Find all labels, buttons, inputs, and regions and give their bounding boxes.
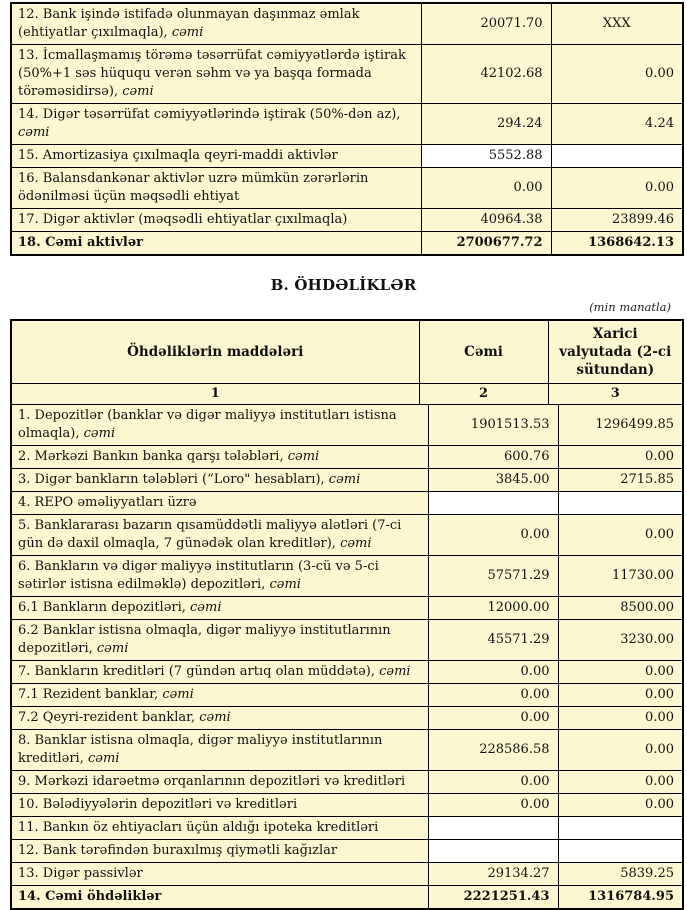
row-label-italic-suffix: cəmi [190, 600, 222, 615]
row-label-text: 8. Banklar istisna olmaqla, digər maliyyə institutlarının kreditləri, [18, 733, 383, 766]
table-row [11, 232, 683, 256]
row-label-italic-suffix: cəmi [328, 472, 361, 487]
row-label-text: 12. Bank işində istifadə olunmayan daşınmaz əmlak (ehtiyatlar çıxılmaqla), [18, 7, 360, 40]
foreign-currency-value-cell: 0.00 [551, 45, 683, 104]
foreign-currency-value-cell: 0.00 [558, 684, 683, 707]
total-value-cell: 3845.00 [428, 469, 558, 492]
liabilities-table-header [10, 319, 684, 406]
table-row [11, 145, 683, 168]
total-value-cell: 0.00 [428, 684, 558, 707]
total-value-cell: 12000.00 [428, 597, 558, 620]
foreign-currency-value-cell: 0.00 [558, 794, 683, 817]
row-label-cell [11, 886, 428, 910]
header-foreign-label: Xarici valyutada (2-ci sütundan) [548, 320, 683, 384]
total-value-cell: 294.24 [421, 104, 551, 145]
row-label-text: 9. Mərkəzi idarəetmə orqanlarının depozitləri və kreditləri [18, 774, 406, 789]
row-label-cell [11, 209, 421, 232]
foreign-currency-value-cell: 0.00 [558, 730, 683, 771]
row-label-cell [11, 45, 421, 104]
foreign-currency-value-cell [558, 840, 683, 863]
row-label-text: 14. Digər təsərrüfat cəmiyyətlərində iştirak (50%-dən az), [18, 107, 401, 122]
row-label-cell [11, 104, 421, 145]
row-label-italic-suffix: cəmi [340, 536, 372, 551]
foreign-currency-value-cell: 5839.25 [558, 863, 683, 886]
total-value-cell: 0.00 [428, 661, 558, 684]
row-label-text: 16. Balansdankənar aktivlər uzrə mümkün zərərlərin ödənilməsi üçün məqsədli ehtiyat [18, 171, 369, 204]
total-value-cell: 5552.88 [421, 145, 551, 168]
row-label-cell [11, 840, 428, 863]
row-label-text: 15. Amortizasiya çıxılmaqla qeyri-maddi aktivlər [18, 148, 338, 163]
header-items-label: Öhdəliklərin maddələri [11, 320, 419, 384]
row-label-italic-suffix: cəmi [87, 751, 120, 766]
total-value-cell: 57571.29 [428, 556, 558, 597]
table-row [11, 730, 683, 771]
liabilities-colnum-row [11, 384, 683, 406]
foreign-currency-value-cell: 1316784.95 [558, 886, 683, 910]
row-label-italic-suffix: cəmi [287, 449, 320, 464]
row-label-text: 12. Bank tərəfindən buraxılmış qiymətli kağızlar [18, 843, 338, 858]
table-row [11, 446, 683, 469]
table-row [11, 469, 683, 492]
row-label-italic-suffix: cəmi [379, 664, 411, 679]
foreign-currency-value-cell: 0.00 [558, 661, 683, 684]
row-label-cell [11, 707, 428, 730]
table-row [11, 817, 683, 840]
row-label-text: 6.2 Banklar istisna olmaqla, digər maliyyə institutlarının depozitləri, [18, 623, 391, 656]
row-label-cell [11, 446, 428, 469]
foreign-currency-value-cell: 4.24 [551, 104, 683, 145]
table-row [11, 168, 683, 209]
row-label-text: 5. Banklararası bazarın qısamüddətli maliyyə alətləri (7-ci gün də daxil olmaqla, 7 günədək olan kreditlər), [18, 518, 402, 551]
row-label-text: 7.2 Qeyri-rezident banklar, [18, 710, 200, 725]
total-value-cell: 228586.58 [428, 730, 558, 771]
total-value-cell: 29134.27 [428, 863, 558, 886]
foreign-currency-value-cell: 0.00 [551, 168, 683, 209]
row-label-text: 6.1 Bankların depozitləri, [18, 600, 191, 615]
row-label-cell [11, 771, 428, 794]
total-value-cell [428, 817, 558, 840]
row-label-italic-suffix: cəmi [269, 577, 301, 592]
foreign-currency-value-cell [558, 817, 683, 840]
row-label-cell [11, 556, 428, 597]
table-row [11, 840, 683, 863]
liabilities-header-row [11, 320, 683, 384]
table-row [11, 3, 683, 45]
table-row [11, 863, 683, 886]
total-value-cell [428, 492, 558, 515]
assets-table-body [11, 3, 683, 255]
table-row [11, 515, 683, 556]
table-row [11, 620, 683, 661]
row-label-cell [11, 817, 428, 840]
table-row [11, 771, 683, 794]
total-value-cell [428, 840, 558, 863]
colnum-3: 3 [548, 384, 683, 406]
row-label-italic-suffix: cəmi [171, 25, 204, 40]
row-label-cell [11, 863, 428, 886]
row-label-italic-suffix: cəmi [83, 426, 116, 441]
row-label-italic-suffix: cəmi [18, 125, 50, 140]
total-value-cell: 42102.68 [421, 45, 551, 104]
row-label-cell [11, 469, 428, 492]
table-row [11, 492, 683, 515]
unit-note: (min manatla) [589, 300, 671, 314]
foreign-currency-value-cell: 23899.46 [551, 209, 683, 232]
total-value-cell: 2700677.72 [421, 232, 551, 256]
foreign-currency-value-cell: 1296499.85 [558, 405, 683, 446]
row-label-cell [11, 794, 428, 817]
header-total-label: Cəmi [419, 320, 548, 384]
foreign-currency-value-cell: 2715.85 [558, 469, 683, 492]
row-label-cell [11, 597, 428, 620]
row-label-text: 3. Digər bankların tələbləri (“Loro" hesabları), [18, 472, 329, 487]
total-value-cell: 0.00 [428, 515, 558, 556]
foreign-currency-value-cell: 8500.00 [558, 597, 683, 620]
row-label-text: 4. REPO əməliyyatları üzrə [18, 495, 197, 510]
foreign-currency-value-cell: 0.00 [558, 771, 683, 794]
foreign-currency-value-cell: 0.00 [558, 515, 683, 556]
total-value-cell: 40964.38 [421, 209, 551, 232]
row-label-text: 7.1 Rezident banklar, [18, 687, 163, 702]
row-label-cell [11, 3, 421, 45]
foreign-currency-value-cell: 3230.00 [558, 620, 683, 661]
total-value-cell: 0.00 [421, 168, 551, 209]
row-label-cell [11, 515, 428, 556]
row-label-text: 7. Bankların kreditləri (7 gündən artıq olan müddətə), [18, 664, 380, 679]
section-b-title: B. ÖHDƏLİKLƏR [270, 276, 417, 294]
row-label-cell [11, 661, 428, 684]
row-label-text: 10. Bələdiyyələrin depozitləri və kreditləri [18, 797, 298, 812]
total-value-cell: 0.00 [428, 707, 558, 730]
foreign-currency-value-cell: 0.00 [558, 446, 683, 469]
total-value-cell: 600.76 [428, 446, 558, 469]
table-row [11, 556, 683, 597]
row-label-cell [11, 492, 428, 515]
table-row [11, 661, 683, 684]
table-row [11, 886, 683, 910]
colnum-2: 2 [419, 384, 548, 406]
row-label-cell [11, 405, 428, 446]
row-label-text: 1. Depozitlər (banklar və digər maliyyə institutları istisna olmaqla), [18, 408, 397, 441]
foreign-currency-value-cell [558, 492, 683, 515]
row-label-cell [11, 232, 421, 256]
total-value-cell: 0.00 [428, 771, 558, 794]
colnum-1: 1 [11, 384, 419, 406]
table-row [11, 597, 683, 620]
total-value-cell: 45571.29 [428, 620, 558, 661]
row-label-cell [11, 730, 428, 771]
row-label-text: 17. Digər aktivlər (məqsədli ehtiyatlar çıxılmaqla) [18, 212, 348, 227]
row-label-text: 2. Mərkəzi Bankın banka qarşı tələbləri, [18, 449, 288, 464]
row-label-cell [11, 168, 421, 209]
table-row [11, 209, 683, 232]
total-value-cell: 20071.70 [421, 3, 551, 45]
row-label-cell [11, 620, 428, 661]
row-label-italic-suffix: cəmi [162, 687, 194, 702]
foreign-currency-value-cell: XXX [551, 3, 683, 45]
row-label-text: 11. Bankın öz ehtiyacları üçün aldığı ipoteka kreditləri [18, 820, 379, 835]
foreign-currency-value-cell: 0.00 [558, 707, 683, 730]
row-label-cell [11, 684, 428, 707]
row-label-italic-suffix: cəmi [96, 641, 129, 656]
table-row [11, 45, 683, 104]
table-row [11, 684, 683, 707]
total-value-cell: 2221251.43 [428, 886, 558, 910]
assets-table [10, 2, 684, 256]
table-row [11, 405, 683, 446]
row-label-cell [11, 145, 421, 168]
foreign-currency-value-cell: 11730.00 [558, 556, 683, 597]
table-row [11, 707, 683, 730]
row-label-text: 18. Cəmi aktivlər [18, 235, 143, 250]
table-row [11, 104, 683, 145]
total-value-cell: 0.00 [428, 794, 558, 817]
liabilities-table-rows [11, 405, 683, 910]
row-label-text: 13. İcmallaşmamış törəmə təsərrüfat cəmiyyətlərdə iştirak (50%+1 səs hüququ verən səhm və ya başqa formada törəməsidirsə), [18, 48, 406, 99]
liabilities-table-body [10, 404, 684, 910]
foreign-currency-value-cell [551, 145, 683, 168]
row-label-text: 13. Digər passivlər [18, 866, 143, 881]
liabilities-table-wrap [10, 319, 682, 910]
table-row [11, 794, 683, 817]
total-value-cell: 1901513.53 [428, 405, 558, 446]
row-label-text: 6. Bankların və digər maliyyə institutların (3-cü və 5-ci sətirlər istisna edilməklə) depozitləri, [18, 559, 379, 592]
row-label-italic-suffix: cəmi [122, 84, 154, 99]
foreign-currency-value-cell: 1368642.13 [551, 232, 683, 256]
row-label-text: 14. Cəmi öhdəliklər [18, 889, 162, 904]
row-label-italic-suffix: cəmi [199, 710, 231, 725]
